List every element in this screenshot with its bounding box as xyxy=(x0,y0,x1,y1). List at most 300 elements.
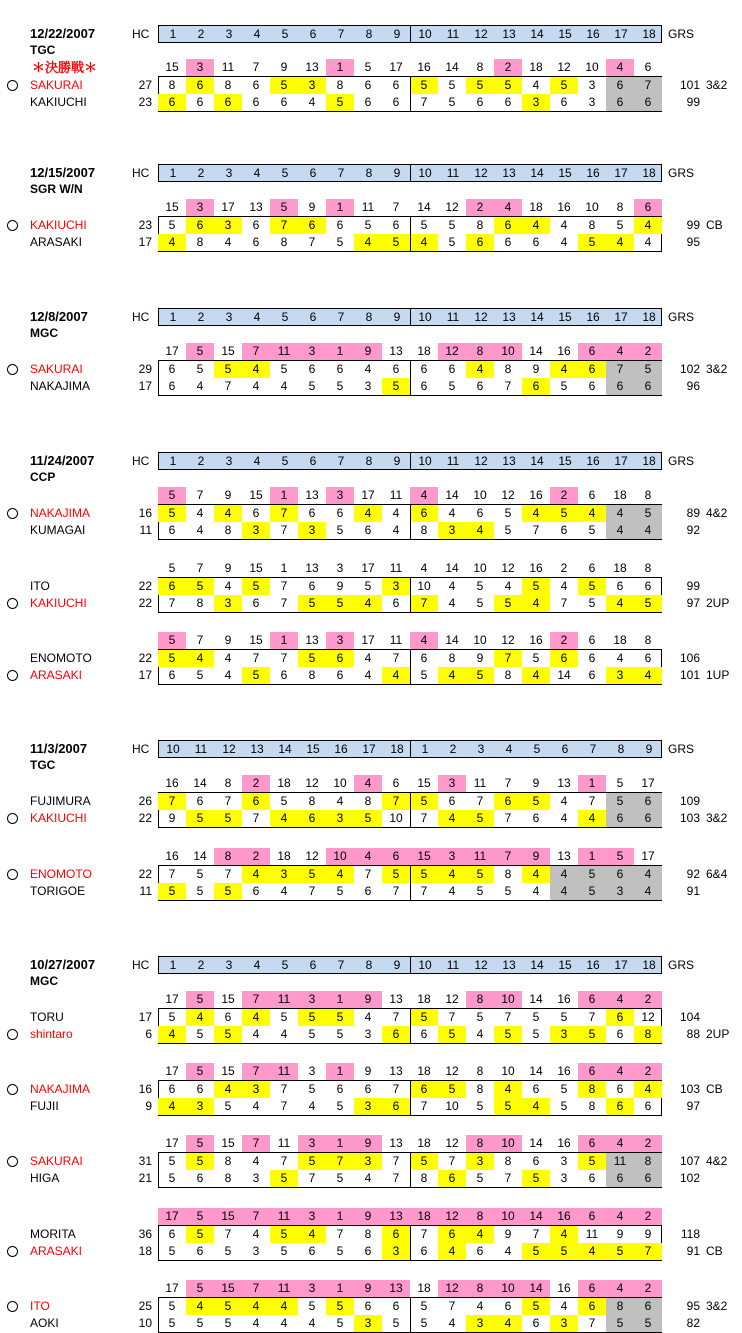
score-cell: 5 xyxy=(476,579,484,593)
hole-number: 17 xyxy=(614,958,628,972)
handicap-cell: 12 xyxy=(501,488,515,502)
score-cell: 3 xyxy=(466,1315,494,1332)
winner-circle-icon xyxy=(7,80,18,91)
score-cell: 4 xyxy=(504,579,512,593)
score-cell: 5 xyxy=(522,1243,550,1260)
score-cell: 5 xyxy=(476,1010,484,1024)
score-cell: 7 xyxy=(364,867,372,881)
handicap-cell: 14 xyxy=(529,992,543,1006)
player-handicap: 11 xyxy=(139,523,152,537)
score-cell: 6 xyxy=(168,379,176,393)
score-cell: 7 xyxy=(392,884,400,898)
hole-number: 10 xyxy=(418,166,432,180)
handicap-cell: 16 xyxy=(557,200,571,214)
handicap-cell: 10 xyxy=(585,60,599,74)
handicap-cell: 1 xyxy=(326,59,354,76)
score-cell: 8 xyxy=(420,1171,428,1185)
hole-number: 12 xyxy=(474,27,488,41)
player-gross: 82 xyxy=(686,1316,700,1330)
handicap-cell: 1 xyxy=(280,561,288,575)
score-cell: 6 xyxy=(494,793,522,810)
grs-header-label: GRS xyxy=(668,454,695,468)
hole-number: 18 xyxy=(642,454,656,468)
nine-divider xyxy=(410,1153,411,1187)
score-cell: 5 xyxy=(214,810,242,827)
score-cell: 8 xyxy=(476,218,484,232)
score-cell: 5 xyxy=(420,1316,428,1330)
score-cell: 5 xyxy=(158,883,186,900)
score-cell: 6 xyxy=(252,235,260,249)
score-cell: 7 xyxy=(382,793,410,810)
handicap-cell: 18 xyxy=(277,849,291,863)
score-cell: 5 xyxy=(504,884,512,898)
score-cell: 9 xyxy=(336,579,344,593)
score-cell: 4 xyxy=(634,522,662,539)
score-cell: 5 xyxy=(336,1099,344,1113)
score-cell: 6 xyxy=(476,379,484,393)
handicap-cell: 18 xyxy=(613,488,627,502)
handicap-cell: 7 xyxy=(252,60,260,74)
score-cell: 4 xyxy=(364,1171,372,1185)
handicap-cell: 1 xyxy=(326,1208,354,1225)
match-result: 2UP xyxy=(706,596,730,610)
hole-number: 3 xyxy=(225,27,233,41)
handicap-cell: 13 xyxy=(389,1136,403,1150)
score-cell: 4 xyxy=(476,1299,484,1313)
winner-circle-icon xyxy=(7,508,18,519)
handicap-cell: 5 xyxy=(158,487,186,504)
score-cell: 4 xyxy=(336,794,344,808)
hole-number: 10 xyxy=(418,27,432,41)
score-cell: 3 xyxy=(252,1244,260,1258)
score-cell: 5 xyxy=(606,793,634,810)
event-venue: MGC xyxy=(30,326,58,340)
hole-number: 6 xyxy=(309,166,317,180)
score-cell: 6 xyxy=(588,651,596,665)
score-cell: 6 xyxy=(308,1244,316,1258)
player-gross: 88 xyxy=(686,1027,700,1041)
handicap-cell: 16 xyxy=(529,488,543,502)
score-cell: 4 xyxy=(308,1099,316,1113)
score-cell: 8 xyxy=(634,1153,662,1170)
hole-number: 9 xyxy=(393,310,401,324)
handicap-cell: 14 xyxy=(522,1208,550,1225)
handicap-cell: 4 xyxy=(606,1063,634,1080)
event-date: 11/24/2007 xyxy=(30,453,95,468)
handicap-cell: 7 xyxy=(392,200,400,214)
score-cell: 5 xyxy=(382,378,410,395)
handicap-cell: 15 xyxy=(249,561,263,575)
score-cell: 5 xyxy=(438,1026,466,1043)
handicap-cell: 18 xyxy=(529,200,543,214)
score-cell: 5 xyxy=(588,596,596,610)
handicap-cell: 17 xyxy=(641,776,655,790)
player-handicap: 16 xyxy=(138,1082,152,1096)
hole-number-bar xyxy=(158,25,662,43)
score-cell: 5 xyxy=(214,1298,242,1315)
score-cell: 5 xyxy=(578,578,606,595)
hole-number: 13 xyxy=(502,310,516,324)
event-subtitle: ＊決勝戦＊ xyxy=(32,60,98,75)
score-cell: 4 xyxy=(280,1316,288,1330)
score-cell: 4 xyxy=(308,95,316,109)
player-gross: 103 xyxy=(679,811,700,825)
handicap-cell: 16 xyxy=(557,992,571,1006)
hole-number: 8 xyxy=(617,742,625,756)
score-cell: 5 xyxy=(308,1299,316,1313)
winner-circle-icon xyxy=(7,813,18,824)
handicap-cell: 11 xyxy=(361,200,375,214)
score-cell: 7 xyxy=(532,1227,540,1241)
score-cell: 5 xyxy=(550,505,578,522)
handicap-cell: 12 xyxy=(445,1064,459,1078)
player-gross: 101 xyxy=(679,668,700,682)
handicap-cell: 9 xyxy=(354,1208,382,1225)
handicap-cell: 10 xyxy=(585,200,599,214)
score-cell: 6 xyxy=(420,1027,428,1041)
player-name: KAKIUCHI xyxy=(30,218,87,232)
handicap-cell: 3 xyxy=(298,991,326,1008)
score-cell: 5 xyxy=(522,1170,550,1187)
handicap-cell: 14 xyxy=(529,1136,543,1150)
player-gross: 97 xyxy=(686,596,700,610)
nine-divider xyxy=(410,505,411,539)
score-cell: 6 xyxy=(606,866,634,883)
score-cell: 6 xyxy=(196,95,204,109)
handicap-cell: 3 xyxy=(186,59,214,76)
score-cell: 5 xyxy=(336,1316,344,1330)
nine-divider xyxy=(410,1081,411,1115)
hole-number: 13 xyxy=(250,742,264,756)
score-cell: 6 xyxy=(532,1316,540,1330)
score-cell: 5 xyxy=(270,1226,298,1243)
handicap-cell: 5 xyxy=(186,1135,214,1152)
score-cell: 7 xyxy=(392,651,400,665)
handicap-cell: 16 xyxy=(529,633,543,647)
handicap-cell: 6 xyxy=(578,1063,606,1080)
handicap-cell: 17 xyxy=(641,849,655,863)
score-cell: 7 xyxy=(270,217,298,234)
hole-number: 8 xyxy=(365,454,373,468)
handicap-cell: 2 xyxy=(634,991,662,1008)
handicap-cell: 11 xyxy=(389,633,403,647)
hole-number: 6 xyxy=(309,958,317,972)
handicap-cell: 4 xyxy=(354,848,382,865)
hole-number: 16 xyxy=(586,454,600,468)
score-cell: 8 xyxy=(280,235,288,249)
score-cell: 6 xyxy=(214,94,242,111)
score-cell: 5 xyxy=(336,1244,344,1258)
score-cell: 7 xyxy=(588,1316,596,1330)
handicap-cell: 16 xyxy=(417,60,431,74)
match-result: CB xyxy=(706,1244,723,1258)
hole-number: 11 xyxy=(194,742,208,756)
score-cell: 4 xyxy=(224,668,232,682)
nine-divider xyxy=(410,793,411,827)
score-cell: 4 xyxy=(634,667,662,684)
score-cell: 6 xyxy=(616,1027,624,1041)
score-cell: 6 xyxy=(242,793,270,810)
score-cell: 4 xyxy=(606,522,634,539)
player-gross: 95 xyxy=(686,235,700,249)
handicap-cell: 7 xyxy=(196,561,204,575)
score-cell: 3 xyxy=(364,1027,372,1041)
player-gross: 99 xyxy=(686,95,700,109)
handicap-cell: 17 xyxy=(361,633,375,647)
score-cell: 5 xyxy=(560,379,568,393)
score-cell: 7 xyxy=(336,1227,344,1241)
handicap-cell: 9 xyxy=(224,633,232,647)
score-cell: 6 xyxy=(382,1226,410,1243)
score-cell: 6 xyxy=(158,578,186,595)
player-name: ARASAKI xyxy=(30,668,83,682)
winner-circle-icon xyxy=(7,1246,18,1257)
score-cell: 4 xyxy=(392,506,400,520)
score-cell: 4 xyxy=(186,1298,214,1315)
score-cell: 4 xyxy=(560,218,568,232)
score-cell: 4 xyxy=(522,217,550,234)
handicap-cell: 7 xyxy=(196,488,204,502)
handicap-cell: 17 xyxy=(158,1208,186,1225)
score-cell: 4 xyxy=(606,595,634,612)
score-cell: 4 xyxy=(522,866,550,883)
hole-number: 18 xyxy=(642,310,656,324)
score-cell: 5 xyxy=(606,1315,634,1332)
player-name: FUJII xyxy=(30,1099,59,1113)
score-cell: 7 xyxy=(634,77,662,94)
handicap-cell: 13 xyxy=(382,1280,410,1297)
hole-number: 7 xyxy=(337,958,345,972)
event-date: 10/27/2007 xyxy=(30,957,96,972)
hole-number: 3 xyxy=(225,310,233,324)
score-cell: 4 xyxy=(606,505,634,522)
score-cell: 6 xyxy=(168,1082,176,1096)
handicap-cell: 18 xyxy=(417,992,431,1006)
score-cell: 6 xyxy=(410,505,438,522)
handicap-cell: 13 xyxy=(389,344,403,358)
handicap-cell: 16 xyxy=(529,561,543,575)
player-name: SAKURAI xyxy=(30,78,83,92)
score-cell: 5 xyxy=(326,595,354,612)
hole-number: 17 xyxy=(614,166,628,180)
hole-number: 4 xyxy=(253,166,261,180)
hole-number: 9 xyxy=(393,454,401,468)
scorecard xyxy=(158,1152,662,1188)
handicap-cell: 18 xyxy=(613,561,627,575)
score-cell: 6 xyxy=(336,1082,344,1096)
handicap-cell: 11 xyxy=(466,848,494,865)
handicap-cell: 8 xyxy=(466,1135,494,1152)
score-cell: 3 xyxy=(382,1243,410,1260)
handicap-cell: 3 xyxy=(298,1280,326,1297)
hole-number: 8 xyxy=(365,310,373,324)
handicap-cell: 11 xyxy=(473,776,487,790)
score-cell: 4 xyxy=(364,668,372,682)
hole-number: 2 xyxy=(197,958,205,972)
hole-number: 11 xyxy=(446,310,460,324)
hole-number: 17 xyxy=(614,310,628,324)
score-cell: 11 xyxy=(585,1227,599,1241)
match-result: 4&2 xyxy=(706,1154,728,1168)
score-cell: 6 xyxy=(420,362,428,376)
score-cell: 7 xyxy=(504,1171,512,1185)
score-cell: 3 xyxy=(214,217,242,234)
nine-divider xyxy=(410,1226,411,1260)
score-cell: 4 xyxy=(158,1026,186,1043)
hole-number: 8 xyxy=(365,27,373,41)
handicap-cell: 15 xyxy=(249,633,263,647)
score-cell: 6 xyxy=(168,523,176,537)
player-name: ARASAKI xyxy=(30,1244,83,1258)
player-gross: 118 xyxy=(680,1227,700,1241)
score-cell: 4 xyxy=(308,1316,316,1330)
score-cell: 5 xyxy=(336,884,344,898)
handicap-cell: 3 xyxy=(298,1135,326,1152)
score-cell: 5 xyxy=(224,1099,232,1113)
score-cell: 4 xyxy=(186,1009,214,1026)
match-result: 2UP xyxy=(706,1027,730,1041)
scorecard xyxy=(158,1297,662,1333)
score-cell: 4 xyxy=(550,883,578,900)
player-name: ARASAKI xyxy=(30,235,83,249)
handicap-cell: 14 xyxy=(193,849,207,863)
handicap-cell: 13 xyxy=(389,1064,403,1078)
handicap-cell: 8 xyxy=(466,1208,494,1225)
handicap-cell: 17 xyxy=(389,60,403,74)
score-cell: 9 xyxy=(476,651,484,665)
hole-number: 3 xyxy=(477,742,485,756)
score-cell: 4 xyxy=(252,1154,260,1168)
grs-header-label: GRS xyxy=(668,166,695,180)
hole-number: 14 xyxy=(278,742,292,756)
handicap-cell: 11 xyxy=(389,488,403,502)
score-cell: 4 xyxy=(578,505,606,522)
handicap-cell: 12 xyxy=(445,200,459,214)
score-cell: 5 xyxy=(410,1153,438,1170)
score-cell: 4 xyxy=(438,866,466,883)
handicap-cell: 7 xyxy=(242,343,270,360)
hole-number: 9 xyxy=(393,27,401,41)
score-cell: 6 xyxy=(186,217,214,234)
score-cell: 5 xyxy=(336,523,344,537)
handicap-cell: 6 xyxy=(382,848,410,865)
handicap-row xyxy=(158,1208,662,1225)
score-cell: 6 xyxy=(466,234,494,251)
score-cell: 6 xyxy=(588,379,596,393)
score-cell: 6 xyxy=(364,1244,372,1258)
handicap-row xyxy=(158,991,662,1008)
scorecard xyxy=(158,1225,662,1261)
player-handicap: 17 xyxy=(138,668,152,682)
hole-number: 17 xyxy=(614,27,628,41)
hole-number: 18 xyxy=(642,27,656,41)
hole-number: 14 xyxy=(530,958,544,972)
hole-number: 16 xyxy=(586,27,600,41)
nine-divider xyxy=(410,650,411,684)
handicap-cell: 5 xyxy=(186,1063,214,1080)
score-cell: 6 xyxy=(588,1171,596,1185)
score-cell: 3 xyxy=(466,1153,494,1170)
handicap-cell: 5 xyxy=(186,1280,214,1297)
player-handicap: 22 xyxy=(138,811,152,825)
score-cell: 5 xyxy=(448,218,456,232)
nine-divider xyxy=(410,1298,411,1332)
score-cell: 6 xyxy=(364,1299,372,1313)
handicap-cell: 3 xyxy=(326,632,354,649)
score-cell: 7 xyxy=(448,1154,456,1168)
score-cell: 5 xyxy=(410,77,438,94)
score-cell: 6 xyxy=(336,668,344,682)
handicap-cell: 1 xyxy=(326,1135,354,1152)
score-cell: 6 xyxy=(560,523,568,537)
score-cell: 4 xyxy=(242,361,270,378)
hole-number: 10 xyxy=(166,742,180,756)
player-name: TORU xyxy=(30,1010,64,1024)
event-date: 12/22/2007 xyxy=(30,26,96,41)
score-cell: 7 xyxy=(494,650,522,667)
handicap-cell: 6 xyxy=(578,1280,606,1297)
score-cell: 3 xyxy=(326,810,354,827)
score-cell: 4 xyxy=(410,234,438,251)
score-cell: 5 xyxy=(280,1244,288,1258)
handicap-cell: 1 xyxy=(270,632,298,649)
player-name: NAKAJIMA xyxy=(30,1082,91,1096)
score-cell: 6 xyxy=(392,95,400,109)
score-cell: 5 xyxy=(522,1298,550,1315)
hole-number: 10 xyxy=(418,310,432,324)
hole-number: 10 xyxy=(418,958,432,972)
handicap-cell: 6 xyxy=(588,488,596,502)
handicap-cell: 4 xyxy=(410,632,438,649)
hole-number: 9 xyxy=(393,958,401,972)
player-handicap: 17 xyxy=(138,235,152,249)
score-cell: 7 xyxy=(606,361,634,378)
hole-number: 15 xyxy=(558,310,572,324)
score-cell: 6 xyxy=(336,362,344,376)
score-cell: 6 xyxy=(364,884,372,898)
score-cell: 5 xyxy=(532,651,540,665)
nine-divider xyxy=(410,866,411,900)
hole-number: 4 xyxy=(253,310,261,324)
score-cell: 5 xyxy=(476,1099,484,1113)
score-cell: 5 xyxy=(168,218,176,232)
score-cell: 3 xyxy=(270,866,298,883)
handicap-cell: 16 xyxy=(550,1208,578,1225)
handicap-cell: 16 xyxy=(557,1064,571,1078)
handicap-cell: 13 xyxy=(305,633,319,647)
score-cell: 4 xyxy=(364,651,372,665)
handicap-cell: 7 xyxy=(242,991,270,1008)
handicap-cell: 2 xyxy=(634,1208,662,1225)
hole-number: 6 xyxy=(309,310,317,324)
player-handicap: 22 xyxy=(138,651,152,665)
winner-circle-icon xyxy=(7,364,18,375)
hole-number: 13 xyxy=(502,27,516,41)
score-cell: 5 xyxy=(168,1171,176,1185)
score-cell: 8 xyxy=(588,1099,596,1113)
score-cell: 5 xyxy=(196,1316,204,1330)
handicap-row xyxy=(158,848,662,865)
score-cell: 5 xyxy=(578,866,606,883)
handicap-cell: 14 xyxy=(529,1064,543,1078)
player-handicap: 18 xyxy=(138,1244,152,1258)
score-cell: 8 xyxy=(504,1154,512,1168)
handicap-cell: 9 xyxy=(364,1064,372,1078)
score-cell: 5 xyxy=(438,1081,466,1098)
score-cell: 5 xyxy=(168,1299,176,1313)
handicap-cell: 5 xyxy=(606,848,634,865)
score-cell: 4 xyxy=(354,505,382,522)
